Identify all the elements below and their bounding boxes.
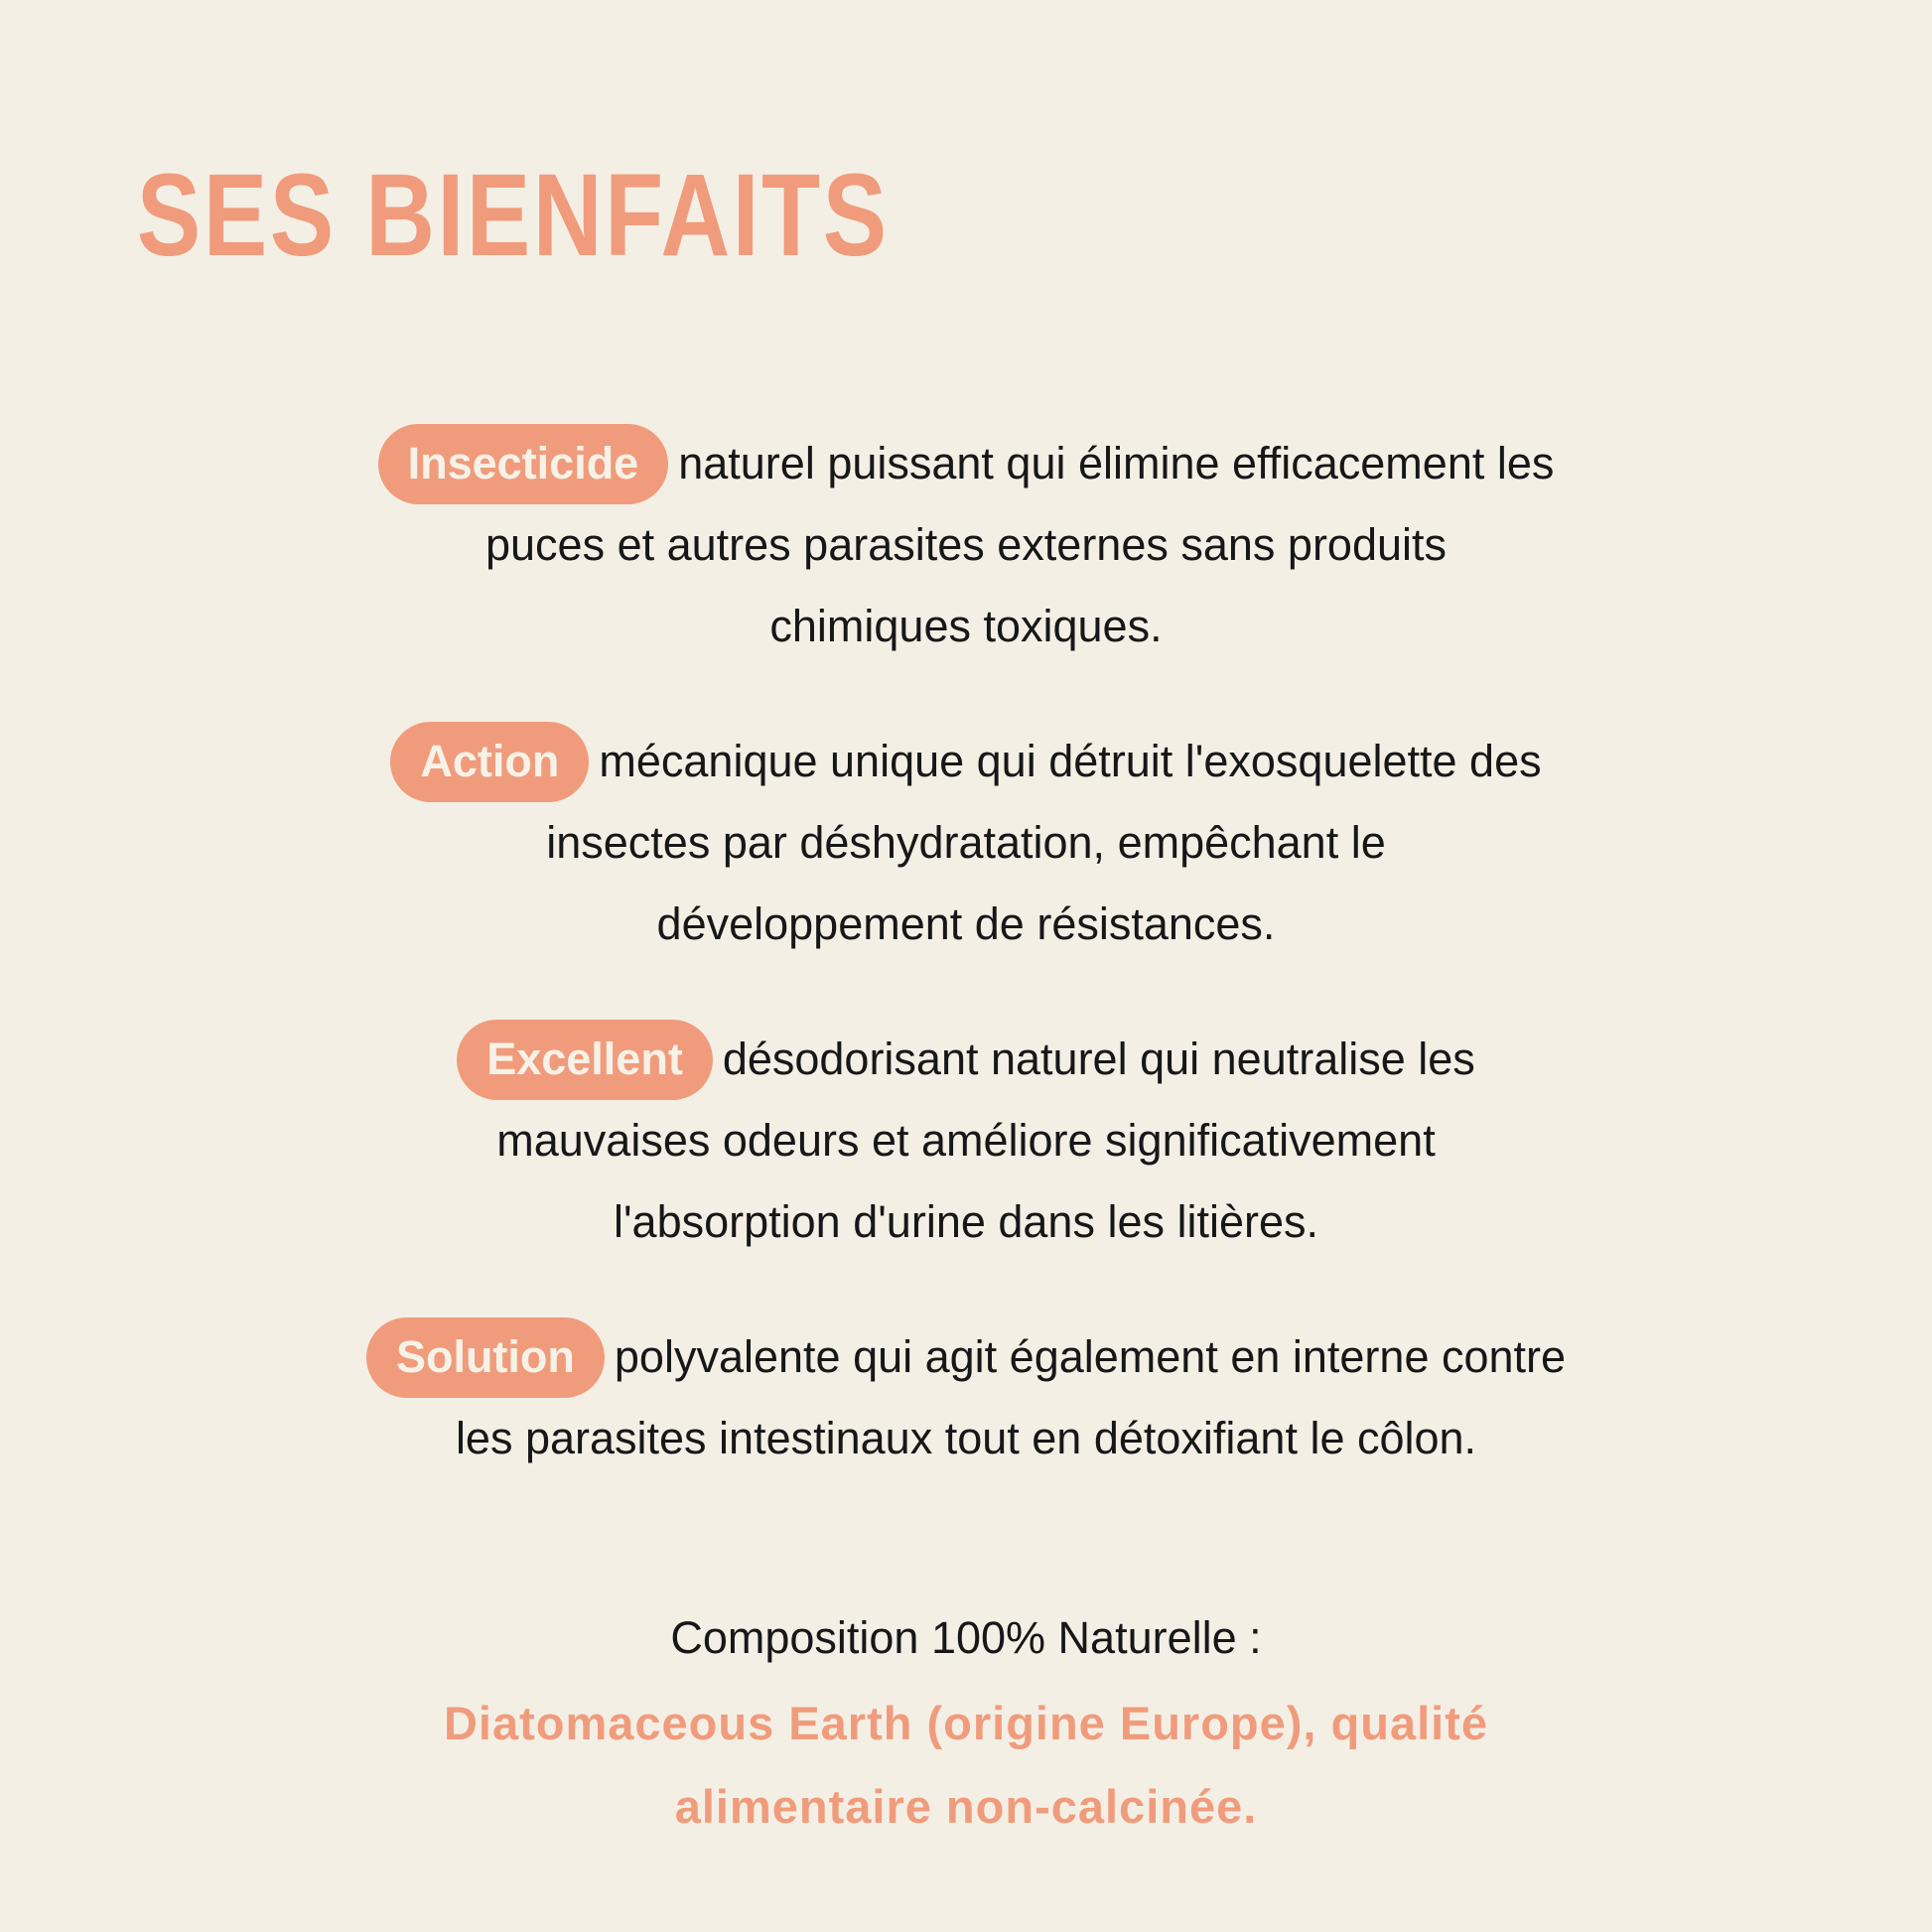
benefit-badge-insecticide: Insecticide [378,424,669,504]
composition-detail-line: Diatomaceous Earth (origine Europe), qualité [443,1697,1489,1749]
benefit-badge-excellent: Excellent [457,1020,713,1100]
page-title: SES BIENFAITS [136,150,890,281]
benefit-text-line: l'absorption d'urine dans les litières. [613,1196,1319,1247]
composition-heading: Composition 100% Naturelle : [670,1612,1262,1663]
benefit-text-line: polyvalente qui agit également en interne contre [614,1331,1567,1382]
benefit-badge-action: Action [390,722,589,802]
composition-detail [0,1682,1932,1849]
benefit-item-insecticide [132,423,1800,667]
benefit-item-solution [132,1316,1800,1479]
benefit-text-line: développement de résistances. [656,898,1276,949]
benefit-text-line: naturel puissant qui élimine efficacement les [678,438,1555,488]
benefit-text-line: désodorisant naturel qui neutralise les [722,1034,1475,1084]
composition-footer [0,1598,1932,1849]
benefit-text-line: les parasites intestinaux tout en détoxifiant le côlon. [455,1413,1477,1463]
benefit-text-line: insectes par déshydratation, empêchant le [546,817,1386,868]
benefit-text-line: mauvaises odeurs et améliore significativement [496,1115,1436,1166]
composition-detail-line: alimentaire non-calcinée. [674,1780,1258,1833]
benefit-text-line: chimiques toxiques. [769,601,1163,651]
benefits-list [132,423,1800,1479]
benefit-item-excellent [132,1019,1800,1263]
benefit-text-line: puces et autres parasites externes sans produits [484,519,1448,570]
benefit-item-action [132,721,1800,965]
benefit-badge-solution: Solution [366,1317,605,1398]
benefit-text-line: mécanique unique qui détruit l'exosquelette des [599,736,1542,786]
